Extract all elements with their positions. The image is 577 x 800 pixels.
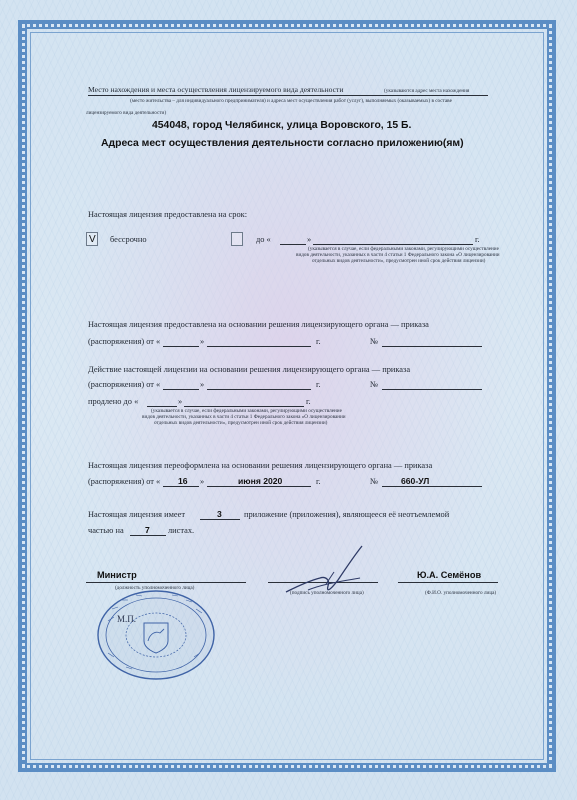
reissued-month-year: июня 2020 — [238, 476, 283, 486]
place-underline — [88, 95, 488, 96]
appendix-count: 3 — [217, 509, 222, 519]
until-prefix: до « — [256, 235, 271, 244]
prolong-prefix: продлено до « — [88, 397, 139, 406]
appendix-part-suffix: листах. — [168, 526, 195, 535]
place-note-2: (место жительства – для индивидуального предпринимателя) и адреса мест осуществления работ (услуг), выполняемых (оказываемых) в составе — [130, 98, 452, 104]
reissued-number-line — [382, 486, 482, 487]
term-note-3: отдельных видов деятельности», предусмотрен иной срок действия лицензии) — [312, 258, 486, 264]
term-label: Настоящая лицензия предоставлена на срок: — [88, 210, 248, 219]
stamp-label: М.П. — [117, 614, 137, 624]
address-value: 454048, город Челябинск, улица Воровского, 15 Б. — [152, 120, 412, 131]
check-mark: V — [89, 234, 96, 245]
handwritten-signature — [268, 540, 378, 610]
extended-note-2: видов деятельности, указанных в части 4 статьи 1 Федерального закона «О лицензировании — [142, 414, 346, 420]
basis-day-line — [163, 346, 199, 347]
appendix-count-line — [200, 519, 240, 520]
prolong-date-line — [184, 406, 304, 407]
extended-note-3: отдельных видов деятельности», предусмотрен иной срок действия лицензии) — [154, 420, 328, 426]
addresses-appendix: Адреса мест осуществления деятельности согласно приложению(ям) — [101, 138, 464, 149]
extended-note-1: (указывается в случае, если федеральными законами, регулирующими осуществление — [151, 408, 342, 414]
reissued-line-2-prefix: (распоряжения) от « — [88, 477, 161, 486]
reissued-day-line — [163, 486, 199, 487]
reissued-line-1: Настоящая лицензия переоформлена на основании решения лицензирующего органа — приказа — [88, 461, 433, 470]
extended-day-line — [163, 389, 199, 390]
extended-year: г. — [316, 380, 321, 389]
basis-date-line — [207, 346, 311, 347]
appendix-part-prefix: частью на — [88, 526, 124, 535]
basis-number-sign: № — [370, 337, 378, 346]
reissued-day: 16 — [178, 476, 188, 486]
basis-line-2-mid: » — [200, 337, 205, 346]
until-date-line — [313, 244, 473, 245]
basis-line-1: Настоящая лицензия предоставлена на основании решения лицензирующего органа — приказа — [88, 320, 429, 329]
appendix-prefix: Настоящая лицензия имеет — [88, 510, 185, 519]
extended-line-2-mid: » — [200, 380, 205, 389]
place-note: (указываются адрес места нахождения — [384, 88, 470, 94]
place-note-3: лицензируемого вида деятельности) — [86, 110, 167, 116]
name-line — [398, 582, 498, 583]
extended-number-sign: № — [370, 380, 378, 389]
appendix-suffix: приложение (приложения), являющееся её неотъемлемой — [244, 510, 450, 519]
appendix-sheets-line — [130, 535, 166, 536]
prolong-mid: » — [178, 397, 183, 406]
reissued-date-line — [207, 486, 311, 487]
until-suffix: » — [307, 235, 312, 244]
until-day-line — [280, 244, 306, 245]
appendix-sheets: 7 — [145, 525, 150, 535]
term-note-1: (указывается в случае, если федеральными законами, регулирующими осуществление — [308, 246, 499, 252]
signatory-position: Министр — [97, 570, 137, 580]
extended-number-line — [382, 389, 482, 390]
term-note-2: видов деятельности, указанных в части 4 статьи 1 Федерального закона «О лицензировании — [296, 252, 500, 258]
basis-year: г. — [316, 337, 321, 346]
until-year: г. — [475, 235, 480, 244]
reissued-line-2-mid: » — [200, 477, 205, 486]
official-seal — [86, 583, 216, 683]
prolong-year: г. — [306, 397, 311, 406]
extended-date-line — [207, 389, 311, 390]
reissued-year: г. — [316, 477, 321, 486]
reissued-number-sign: № — [370, 477, 378, 486]
basis-number-line — [382, 346, 482, 347]
position-note: (должность уполномоченного лица) — [115, 585, 195, 591]
unlimited-label: бессрочно — [110, 235, 147, 244]
prolong-day-line — [147, 406, 177, 407]
signatory-name: Ю.А. Семёнов — [417, 570, 482, 580]
term-date-checkbox — [231, 232, 243, 246]
extended-line-2-prefix: (распоряжения) от « — [88, 380, 161, 389]
reissued-number: 660-УЛ — [401, 476, 430, 486]
extended-line-1: Действие настоящей лицензии на основании решения лицензирующего органа — приказа — [88, 365, 411, 374]
signature-note: (подпись уполномоченного лица) — [290, 590, 364, 596]
name-note: (Ф.И.О. уполномоченного лица) — [425, 590, 497, 596]
basis-line-2-prefix: (распоряжения) от « — [88, 337, 161, 346]
place-label: Место нахождения и места осуществления лицензируемого вида деятельности — [88, 85, 344, 94]
